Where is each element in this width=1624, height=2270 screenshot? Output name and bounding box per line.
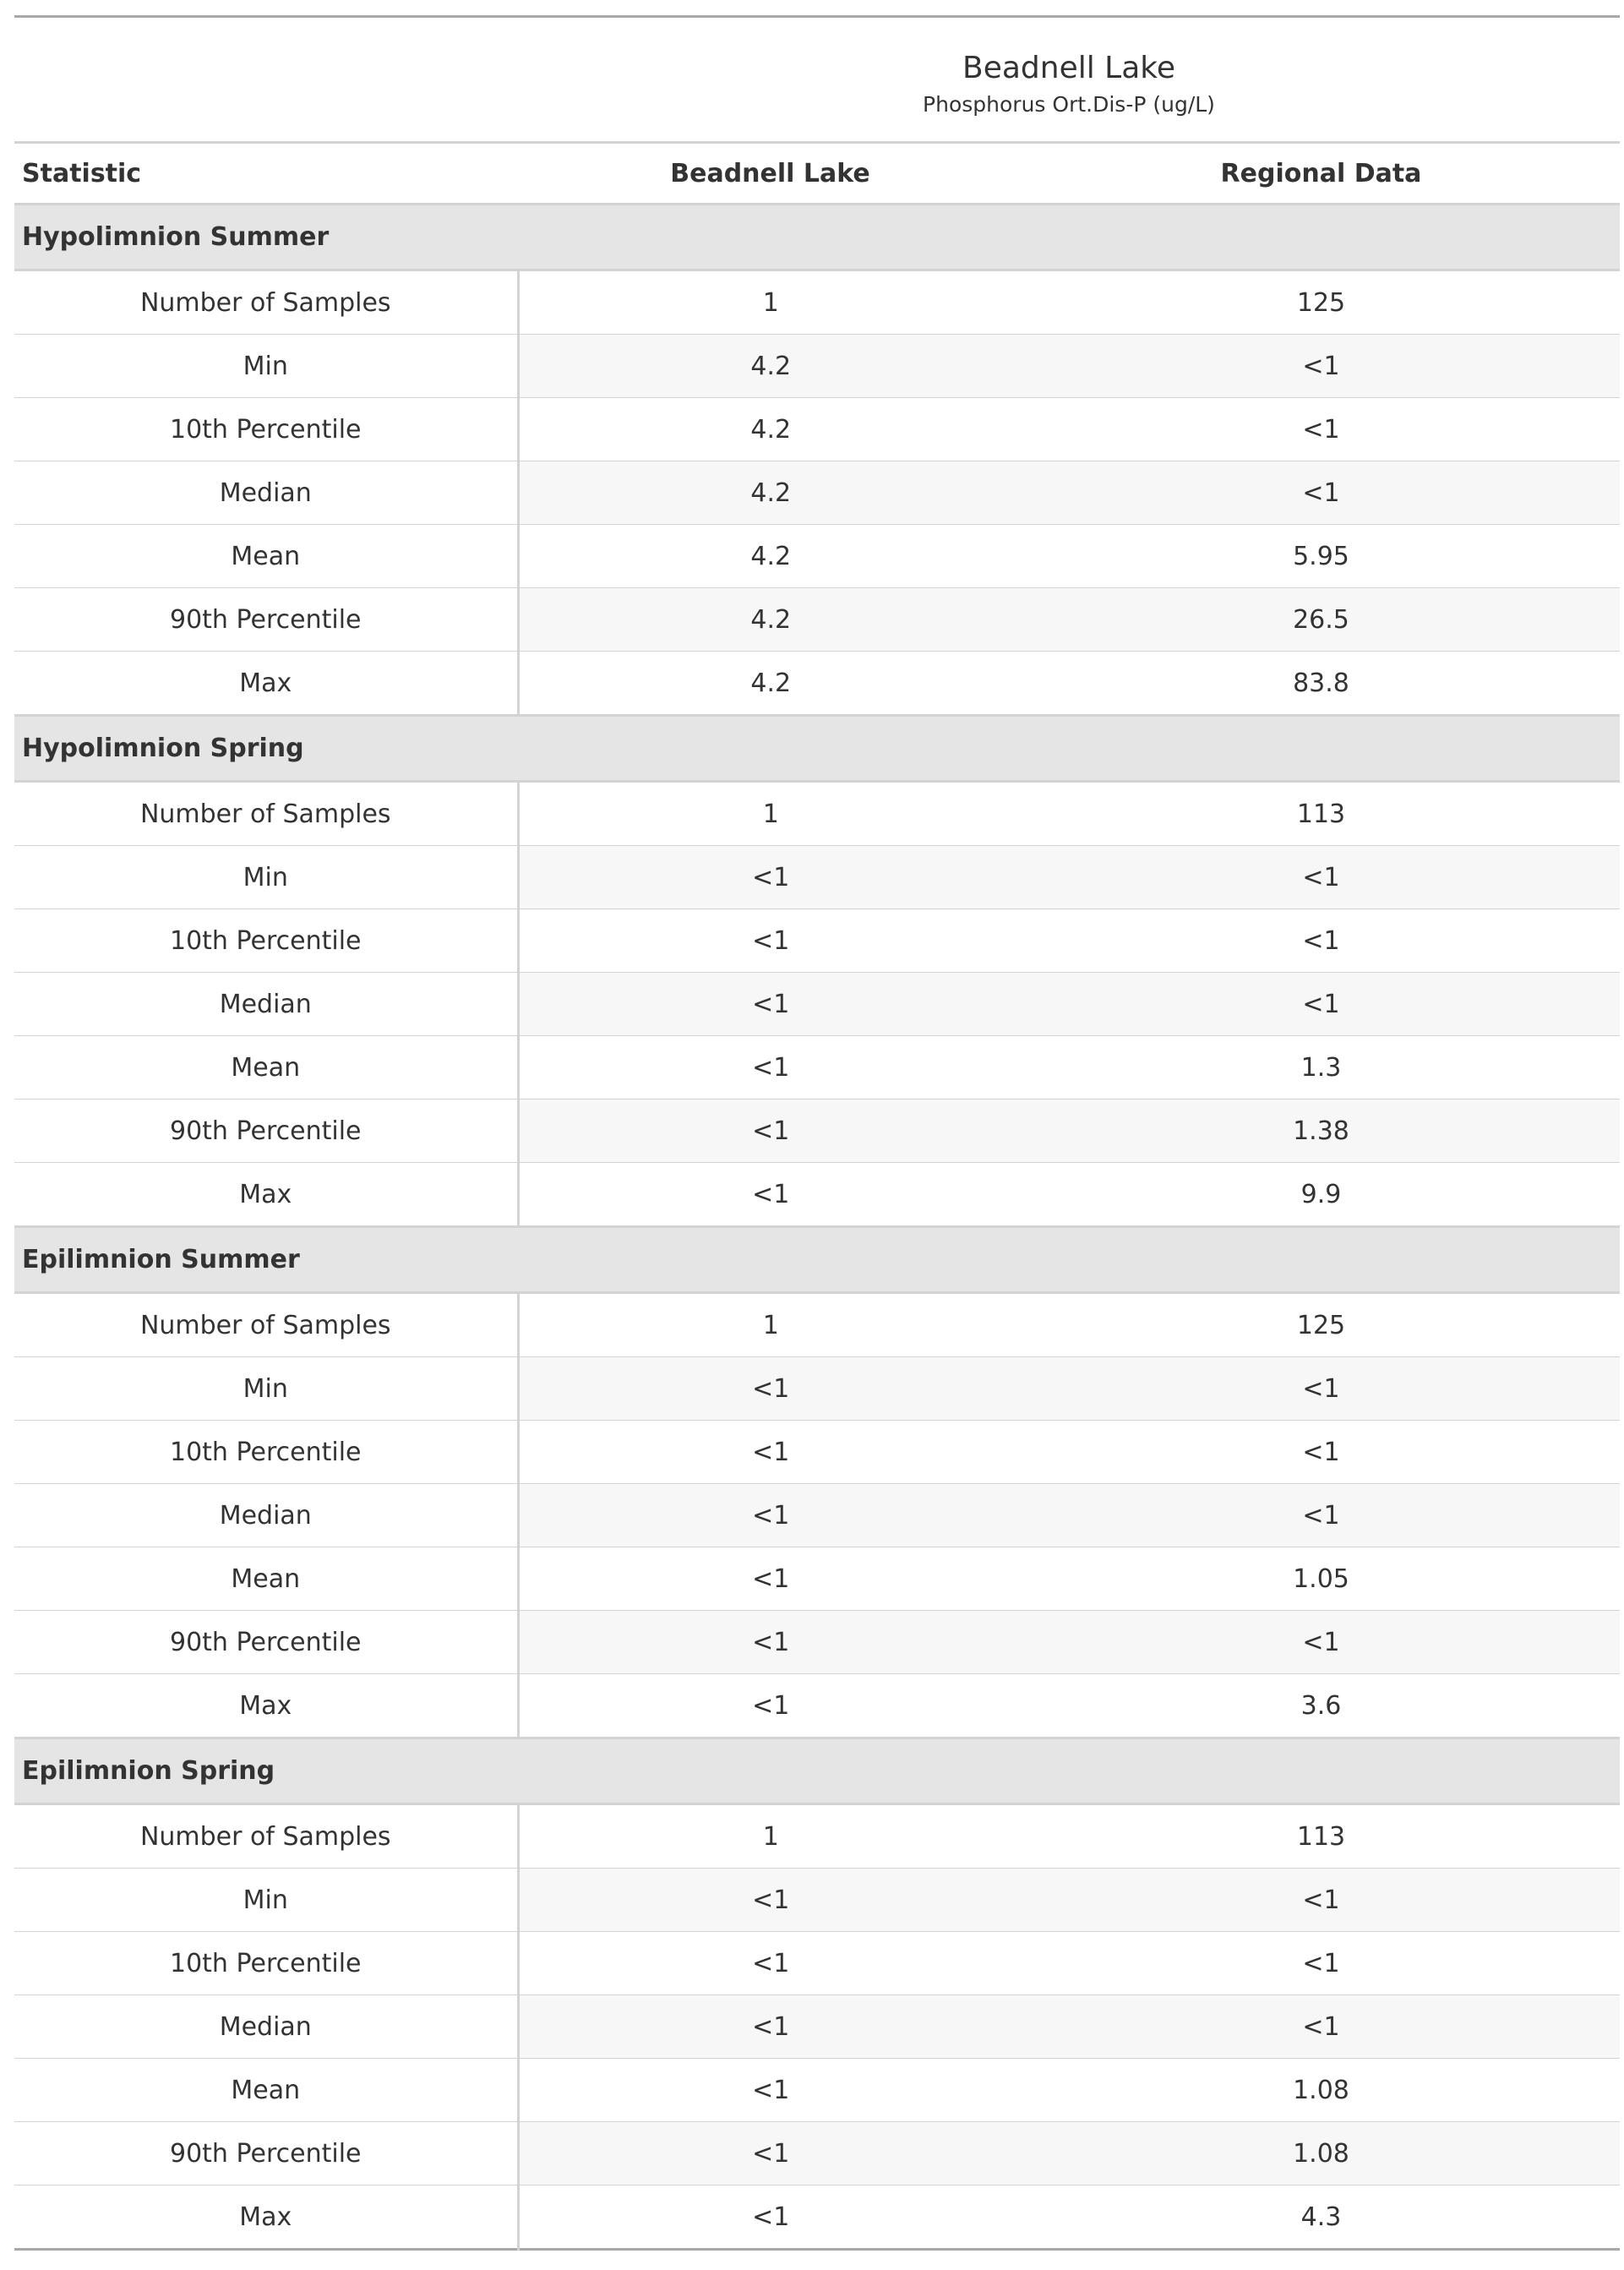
- row-regional-value: 3.6: [1022, 1674, 1620, 1738]
- row-lake-value: <1: [518, 1100, 1022, 1163]
- row-statistic: Mean: [14, 1036, 518, 1100]
- row-regional-value: 125: [1022, 1293, 1620, 1357]
- table-row: [14, 398, 1620, 461]
- summary-table-container: [14, 15, 1620, 2251]
- row-lake-value: <1: [518, 1611, 1022, 1674]
- row-statistic: Mean: [14, 525, 518, 588]
- table-row: [14, 1036, 1620, 1100]
- row-statistic: Min: [14, 335, 518, 398]
- row-statistic: Median: [14, 973, 518, 1036]
- row-regional-value: 125: [1022, 270, 1620, 335]
- row-regional-value: <1: [1022, 1869, 1620, 1932]
- row-regional-value: 4.3: [1022, 2185, 1620, 2250]
- row-regional-value: 9.9: [1022, 1163, 1620, 1227]
- row-regional-value: <1: [1022, 846, 1620, 909]
- table-subtitle: Phosphorus Ort.Dis-P (ug/L): [518, 89, 1620, 143]
- row-regional-value: <1: [1022, 398, 1620, 461]
- table-row: [14, 1357, 1620, 1421]
- row-regional-value: <1: [1022, 335, 1620, 398]
- row-lake-value: <1: [518, 846, 1022, 909]
- table-row: [14, 335, 1620, 398]
- row-regional-value: <1: [1022, 461, 1620, 525]
- table-row: [14, 2122, 1620, 2185]
- table-title: Beadnell Lake: [962, 51, 1175, 85]
- row-lake-value: <1: [518, 1932, 1022, 1995]
- column-header-regional: Regional Data: [1022, 143, 1620, 205]
- row-lake-value: 4.2: [518, 525, 1022, 588]
- row-lake-value: <1: [518, 1036, 1022, 1100]
- row-regional-value: <1: [1022, 909, 1620, 973]
- row-lake-value: 4.2: [518, 652, 1022, 716]
- row-statistic: Max: [14, 1163, 518, 1227]
- row-regional-value: 113: [1022, 1804, 1620, 1869]
- row-lake-value: 4.2: [518, 398, 1022, 461]
- row-statistic: Max: [14, 1674, 518, 1738]
- row-regional-value: <1: [1022, 973, 1620, 1036]
- row-regional-value: 113: [1022, 782, 1620, 846]
- row-statistic: Number of Samples: [14, 782, 518, 846]
- row-lake-value: 1: [518, 1293, 1022, 1357]
- row-lake-value: <1: [518, 1674, 1022, 1738]
- row-statistic: Median: [14, 1484, 518, 1547]
- table-row: [14, 782, 1620, 846]
- row-regional-value: <1: [1022, 1995, 1620, 2059]
- row-regional-value: <1: [1022, 1484, 1620, 1547]
- row-regional-value: 1.38: [1022, 1100, 1620, 1163]
- row-statistic: Max: [14, 652, 518, 716]
- row-statistic: Min: [14, 1357, 518, 1421]
- row-statistic: 90th Percentile: [14, 1611, 518, 1674]
- row-lake-value: <1: [518, 1869, 1022, 1932]
- row-lake-value: 1: [518, 270, 1022, 335]
- table-row: [14, 1293, 1620, 1357]
- row-statistic: Min: [14, 846, 518, 909]
- table-body: [14, 205, 1620, 2250]
- table-row: [14, 525, 1620, 588]
- row-statistic: Mean: [14, 1547, 518, 1611]
- table-row: [14, 1484, 1620, 1547]
- row-lake-value: <1: [518, 1995, 1022, 2059]
- table-row: [14, 1932, 1620, 1995]
- table-row: [14, 846, 1620, 909]
- row-lake-value: <1: [518, 1421, 1022, 1484]
- table-row: [14, 461, 1620, 525]
- group-header-row: [14, 205, 1620, 270]
- group-header-row: [14, 1227, 1620, 1293]
- row-lake-value: 4.2: [518, 335, 1022, 398]
- row-regional-value: 1.05: [1022, 1547, 1620, 1611]
- column-header-row: [14, 143, 1620, 205]
- row-regional-value: <1: [1022, 1611, 1620, 1674]
- table-row: [14, 2059, 1620, 2122]
- group-label: Epilimnion Spring: [14, 1738, 1620, 1804]
- row-statistic: Max: [14, 2185, 518, 2250]
- row-regional-value: <1: [1022, 1932, 1620, 1995]
- table-row: [14, 1421, 1620, 1484]
- row-lake-value: <1: [518, 2185, 1022, 2250]
- table-row: [14, 270, 1620, 335]
- group-label: Epilimnion Summer: [14, 1227, 1620, 1293]
- row-statistic: Median: [14, 461, 518, 525]
- group-label: Hypolimnion Summer: [14, 205, 1620, 270]
- row-statistic: 90th Percentile: [14, 2122, 518, 2185]
- summary-table: [14, 15, 1620, 2251]
- table-row: [14, 1674, 1620, 1738]
- row-statistic: Min: [14, 1869, 518, 1932]
- row-statistic: 90th Percentile: [14, 1100, 518, 1163]
- table-row: [14, 2185, 1620, 2250]
- row-statistic: Number of Samples: [14, 1804, 518, 1869]
- row-regional-value: <1: [1022, 1357, 1620, 1421]
- group-label: Hypolimnion Spring: [14, 716, 1620, 782]
- table-row: [14, 1804, 1620, 1869]
- row-lake-value: 4.2: [518, 588, 1022, 652]
- row-statistic: 10th Percentile: [14, 1421, 518, 1484]
- row-statistic: Median: [14, 1995, 518, 2059]
- table-row: [14, 1611, 1620, 1674]
- row-regional-value: 1.08: [1022, 2122, 1620, 2185]
- table-row: [14, 1869, 1620, 1932]
- row-statistic: 90th Percentile: [14, 588, 518, 652]
- row-lake-value: <1: [518, 1484, 1022, 1547]
- row-statistic: Number of Samples: [14, 1293, 518, 1357]
- column-header-lake: Beadnell Lake: [518, 143, 1022, 205]
- column-header-statistic: Statistic: [14, 143, 518, 205]
- row-statistic: Number of Samples: [14, 270, 518, 335]
- row-statistic: 10th Percentile: [14, 909, 518, 973]
- row-lake-value: <1: [518, 973, 1022, 1036]
- row-lake-value: <1: [518, 2122, 1022, 2185]
- row-lake-value: 1: [518, 782, 1022, 846]
- row-regional-value: 26.5: [1022, 588, 1620, 652]
- table-row: [14, 652, 1620, 716]
- row-regional-value: 1.08: [1022, 2059, 1620, 2122]
- row-lake-value: 1: [518, 1804, 1022, 1869]
- group-header-row: [14, 1738, 1620, 1804]
- row-lake-value: <1: [518, 2059, 1022, 2122]
- row-lake-value: 4.2: [518, 461, 1022, 525]
- table-row: [14, 909, 1620, 973]
- row-regional-value: 1.3: [1022, 1036, 1620, 1100]
- row-regional-value: 83.8: [1022, 652, 1620, 716]
- row-lake-value: <1: [518, 1547, 1022, 1611]
- table-row: [14, 1100, 1620, 1163]
- table-row: [14, 973, 1620, 1036]
- table-row: [14, 1995, 1620, 2059]
- row-statistic: 10th Percentile: [14, 1932, 518, 1995]
- row-statistic: 10th Percentile: [14, 398, 518, 461]
- row-lake-value: <1: [518, 909, 1022, 973]
- table-row: [14, 588, 1620, 652]
- group-header-row: [14, 716, 1620, 782]
- row-lake-value: <1: [518, 1163, 1022, 1227]
- row-regional-value: 5.95: [1022, 525, 1620, 588]
- row-statistic: Mean: [14, 2059, 518, 2122]
- table-row: [14, 1163, 1620, 1227]
- row-regional-value: <1: [1022, 1421, 1620, 1484]
- table-row: [14, 1547, 1620, 1611]
- row-lake-value: <1: [518, 1357, 1022, 1421]
